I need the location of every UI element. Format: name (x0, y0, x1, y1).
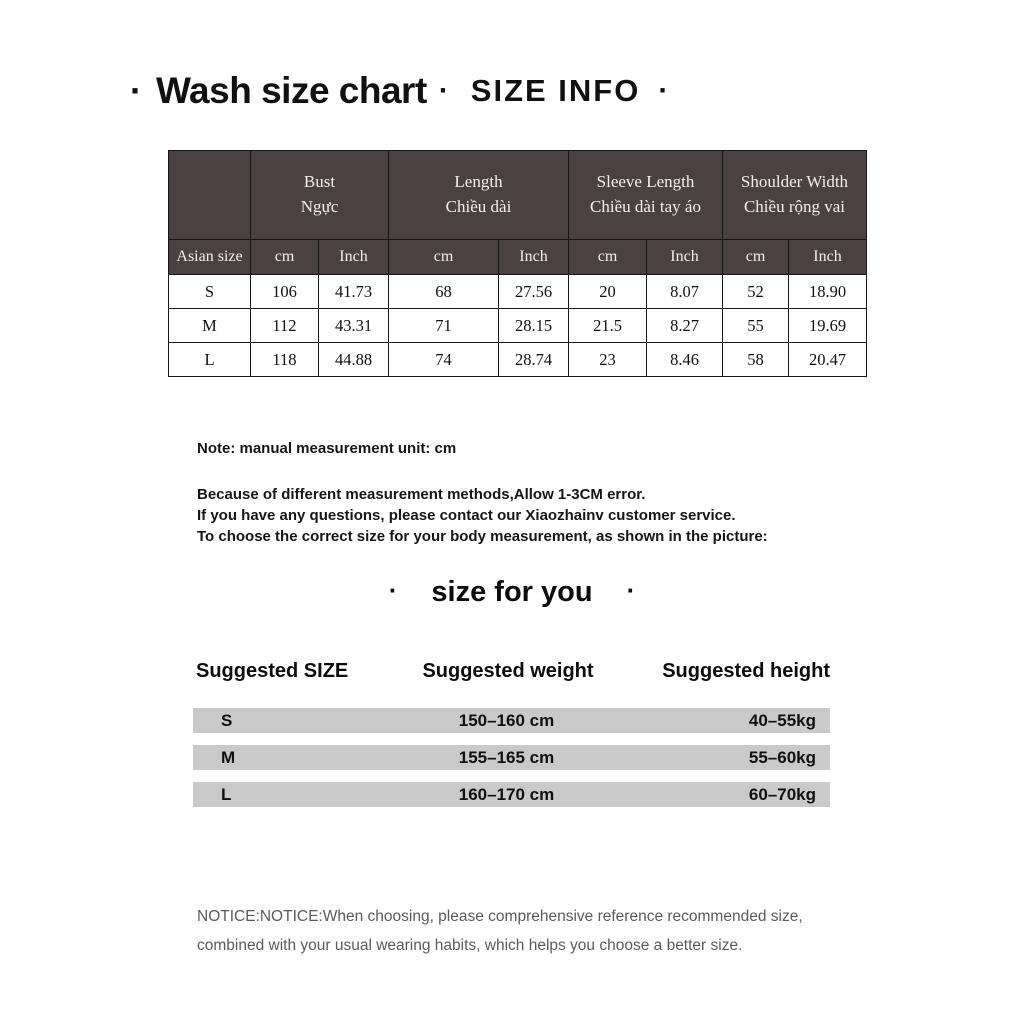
group-shoulder-vi: Chiều rộng vai (743, 197, 846, 216)
cell: 106 (251, 275, 319, 309)
suggested-height: 60–70kg (748, 784, 816, 804)
unit-header: Inch (789, 240, 867, 275)
cell: 55 (723, 309, 789, 343)
unit-header: Inch (319, 240, 389, 275)
suggested-row-l (193, 782, 830, 807)
group-sleeve-en: Sleeve Length (596, 172, 695, 192)
group-length-en: Length (454, 172, 503, 192)
table-row-s (169, 275, 867, 309)
group-length (389, 151, 569, 240)
suggested-size: S (221, 710, 233, 730)
unit-header: Inch (499, 240, 569, 275)
group-bust-vi: Ngực (300, 197, 339, 216)
suggested-weight-header: Suggested weight (422, 660, 594, 682)
group-sleeve-length (569, 151, 723, 240)
suggested-row-s (193, 708, 830, 733)
suggested-weight: 150–160 cm (458, 710, 555, 730)
cell: 8.07 (647, 275, 723, 309)
title-dot-right: · (658, 74, 669, 107)
cell: 41.73 (319, 275, 389, 309)
cell: 28.15 (499, 309, 569, 343)
heading-dot-left: · (388, 575, 398, 605)
unit-header: Inch (647, 240, 723, 275)
cell: 58 (723, 343, 789, 377)
cell: 118 (251, 343, 319, 377)
suggested-row-m (193, 745, 830, 770)
group-sleeve-vi: Chiều dài tay áo (590, 197, 701, 216)
cell: 71 (389, 309, 499, 343)
heading-dot-right: · (626, 575, 636, 605)
cell: 21.5 (569, 309, 647, 343)
size-label: S (169, 275, 251, 309)
asian-size-header: Asian size (169, 240, 251, 275)
cell: 74 (389, 343, 499, 377)
note-line: If you have any questions, please contact our Xiaozhainv customer service. (197, 507, 736, 524)
cell: 68 (389, 275, 499, 309)
cell: 8.46 (647, 343, 723, 377)
suggested-weight: 155–165 cm (458, 747, 555, 767)
suggested-size-table (193, 660, 830, 819)
cell: 44.88 (319, 343, 389, 377)
title-dot-middle: · (438, 74, 449, 107)
note-line: Because of different measurement methods,Allow 1-3CM error. (197, 486, 646, 503)
group-bust-en: Bust (303, 172, 336, 192)
notes-block (197, 440, 768, 547)
cell: 27.56 (499, 275, 569, 309)
size-info-title: SIZE INFO (470, 73, 641, 108)
group-length-vi: Chiều dài (445, 197, 512, 216)
size-label: M (169, 309, 251, 343)
table-group-header-row (169, 151, 867, 240)
unit-header: cm (569, 240, 647, 275)
suggested-height: 40–55kg (748, 710, 816, 730)
cell: 28.74 (499, 343, 569, 377)
suggested-size: M (221, 747, 236, 767)
size-label: L (169, 343, 251, 377)
heading-text: size for you (431, 576, 593, 608)
cell: 8.27 (647, 309, 723, 343)
cell: 43.31 (319, 309, 389, 343)
page-title (130, 70, 668, 112)
suggested-table-header (193, 660, 830, 683)
measurement-table (168, 150, 867, 377)
suggested-height-header: Suggested height (662, 660, 830, 682)
size-for-you-heading (0, 575, 1024, 609)
group-bust (251, 151, 389, 240)
cell: 18.90 (789, 275, 867, 309)
notice-line: combined with your usual wearing habits, which helps you choose a better size. (197, 937, 743, 954)
cell: 23 (569, 343, 647, 377)
unit-header: cm (389, 240, 499, 275)
cell: 20.47 (789, 343, 867, 377)
suggested-weight: 160–170 cm (458, 784, 555, 804)
table-row-l (169, 343, 867, 377)
cell: 19.69 (789, 309, 867, 343)
note-lines (197, 484, 768, 547)
notice-block (197, 902, 803, 960)
note-line: To choose the correct size for your body measurement, as shown in the picture: (197, 528, 768, 545)
group-shoulder-width (723, 151, 867, 240)
cell: 112 (251, 309, 319, 343)
wash-size-chart-title: Wash size chart (156, 70, 427, 111)
cell: 52 (723, 275, 789, 309)
table-unit-header-row (169, 240, 867, 275)
notice-line: NOTICE:NOTICE:When choosing, please comprehensive reference recommended size, (197, 908, 803, 925)
cell: 20 (569, 275, 647, 309)
suggested-height: 55–60kg (748, 747, 816, 767)
table-row-m (169, 309, 867, 343)
unit-note: Note: manual measurement unit: cm (197, 440, 457, 457)
suggested-size-header: Suggested SIZE (196, 660, 349, 682)
group-shoulder-en: Shoulder Width (740, 172, 849, 192)
suggested-size: L (221, 784, 232, 804)
unit-header: cm (723, 240, 789, 275)
unit-header: cm (251, 240, 319, 275)
corner-cell (169, 151, 251, 240)
title-dot-left: · (130, 70, 142, 111)
